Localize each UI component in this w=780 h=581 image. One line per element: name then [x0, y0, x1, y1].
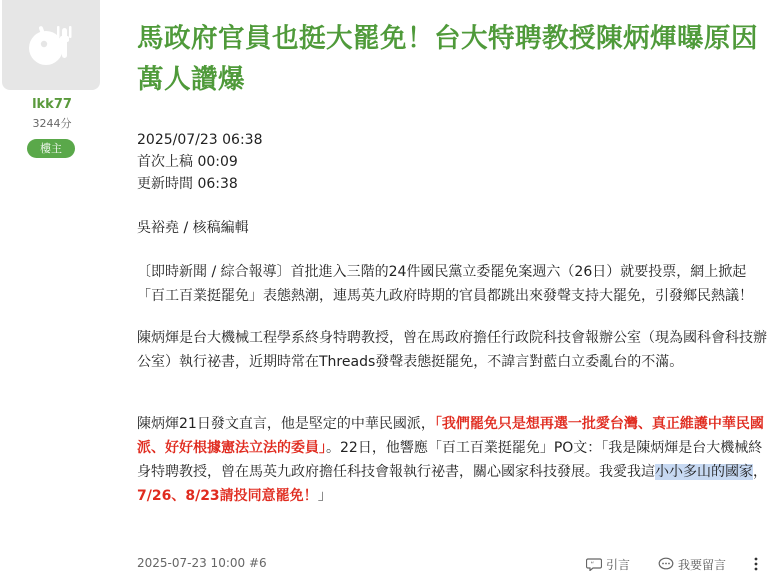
author-line: 吳裕堯 / 核稿編輯 — [137, 220, 249, 236]
username[interactable]: lkk77 — [32, 97, 72, 112]
more-vertical-icon — [754, 557, 758, 571]
paragraph-3-text-d: 」 — [317, 488, 332, 504]
user-score: 3244分 — [32, 117, 72, 130]
quote-button[interactable] — [586, 554, 630, 574]
updated-time: 更新時間 06:38 — [137, 176, 238, 192]
paragraph-3-text-b: 。22日，他響應「百工百業挺罷免」PO文：「我是陳炳煇是台大機械終身特聘教授，曾在馬英九政府擔任科技會報執行祕書，關心國家科技發展。我愛我這 — [137, 440, 763, 480]
paragraph-2: 陳炳煇是台大機械工程學系終身特聘教授，曾在馬政府擔任行政院科技會報辦公室（現為國科會科技辦公室）執行祕書，近期時常在Threads發聲表態挺罷免，不諱言對藍白立委亂台的不滿。 — [137, 330, 767, 370]
reply-button[interactable] — [658, 554, 726, 574]
emphasis-quote: 「我們罷免只是想再選一批愛台灣、真正維護中華民國派、好好根據憲法立法的委員」 — [137, 416, 764, 456]
author-sidebar — [0, 0, 104, 581]
op-badge: 樓主 — [27, 139, 75, 158]
page-title: 馬政府官員也挺大罷免！台大特聘教授陳炳煇曝原因 萬人讚爆 — [137, 23, 758, 95]
emphasis-vote-call: 7/26、8/23請投同意罷免！ — [137, 488, 318, 504]
paragraph-3 — [137, 412, 771, 508]
comment-icon — [658, 557, 674, 571]
first-posted-time: 首次上稿 00:09 — [137, 154, 238, 170]
reply-label: 我要留言 — [678, 557, 727, 572]
post-footer — [137, 554, 777, 574]
more-options-button[interactable] — [753, 554, 763, 574]
paragraph-1: 〔即時新聞 / 綜合報導〕首批進入三階的24件國民黨立委罷免案週六（26日）就要投票，網上掀起「百工百業挺罷免」表態熱潮，連馬英九政府時期的官員都跳出來發聲支持大罷免，引發鄉民熱議！ — [137, 264, 753, 304]
svg-text:“: “ — [590, 560, 595, 569]
quote-icon — [586, 557, 602, 571]
post-meta — [137, 129, 263, 195]
text-selection-highlight: 小小多山的國家 — [655, 464, 753, 480]
mascot-icon — [24, 18, 80, 70]
post-timestamp: 2025-07-23 10:00 #6 — [137, 556, 267, 570]
publish-date: 2025/07/23 06:38 — [137, 132, 263, 148]
avatar[interactable] — [2, 0, 100, 90]
paragraph-3-text-a: 陳炳煇21日發文直言，他是堅定的中華民國派， — [137, 416, 435, 432]
quote-label: 引言 — [606, 557, 631, 572]
paragraph-3-text-c: ， — [753, 464, 767, 480]
